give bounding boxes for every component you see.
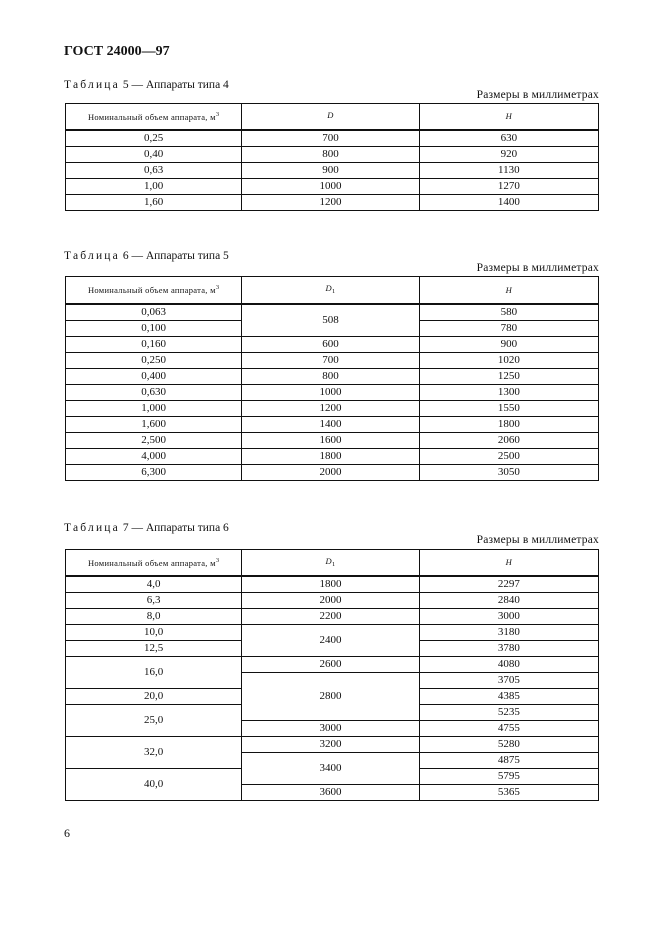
header-h: H <box>419 104 598 130</box>
cell-d: 1600 <box>242 432 419 448</box>
cell-volume: 8,0 <box>66 608 242 624</box>
cell-d: 800 <box>242 146 419 162</box>
table-7-units: Размеры в миллиметрах <box>476 534 599 546</box>
header-d1: $D_1$ <box>242 550 419 576</box>
table-6-caption <box>64 250 229 262</box>
cell-h: 3780 <box>419 640 598 656</box>
cell-d: 2000 <box>242 592 419 608</box>
table-row <box>66 178 599 194</box>
table-5-header-row <box>66 104 599 130</box>
cell-volume: 6,3 <box>66 592 242 608</box>
table-row <box>66 368 599 384</box>
cell-h: 1550 <box>419 400 598 416</box>
cell-d: 900 <box>242 162 419 178</box>
cell-h: 4080 <box>419 656 598 672</box>
cell-volume: 0,25 <box>66 130 242 147</box>
cell-volume: 1,000 <box>66 400 242 416</box>
table-5-caption-prefix: Таблица <box>64 79 120 91</box>
cell-volume: 0,160 <box>66 336 242 352</box>
cell-volume: 12,5 <box>66 640 242 656</box>
header-volume: Номинальный объем аппарата, $м^3$ <box>66 104 242 130</box>
cell-volume: 0,063 <box>66 304 242 321</box>
table-5-caption-text: 5 — Аппараты типа 4 <box>122 79 229 91</box>
table-7-caption-prefix: Таблица <box>64 522 120 534</box>
cell-h: 1270 <box>419 178 598 194</box>
cell-h: 1250 <box>419 368 598 384</box>
cell-d: 700 <box>242 352 419 368</box>
header-h: H <box>419 277 598 304</box>
cell-h: 5280 <box>419 736 598 752</box>
cell-d: 800 <box>242 368 419 384</box>
table-row <box>66 464 599 480</box>
cell-volume: 1,00 <box>66 178 242 194</box>
table-row <box>66 416 599 432</box>
cell-volume: 20,0 <box>66 688 242 704</box>
cell-d: 2000 <box>242 464 419 480</box>
table-row <box>66 384 599 400</box>
table-row <box>66 656 599 672</box>
table-7 <box>65 549 599 801</box>
cell-h: 3180 <box>419 624 598 640</box>
cell-d: 508 <box>242 304 419 337</box>
table-6-caption-prefix: Таблица <box>64 250 120 262</box>
cell-h: 580 <box>419 304 598 321</box>
cell-h: 4755 <box>419 720 598 736</box>
cell-volume: 40,0 <box>66 768 242 800</box>
cell-h: 920 <box>419 146 598 162</box>
cell-h: 1800 <box>419 416 598 432</box>
cell-h: 5365 <box>419 784 598 800</box>
cell-volume: 10,0 <box>66 624 242 640</box>
cell-d: 1800 <box>242 448 419 464</box>
cell-d: 3400 <box>242 752 419 784</box>
table-6 <box>65 276 599 481</box>
cell-d: 3200 <box>242 736 419 752</box>
cell-volume: 16,0 <box>66 656 242 688</box>
cell-h: 5235 <box>419 704 598 720</box>
table-row <box>66 162 599 178</box>
cell-h: 2840 <box>419 592 598 608</box>
header-d: D <box>242 104 419 130</box>
cell-volume: 25,0 <box>66 704 242 736</box>
cell-d: 1400 <box>242 416 419 432</box>
cell-d: 700 <box>242 130 419 147</box>
cell-volume: 0,63 <box>66 162 242 178</box>
header-h: H <box>419 550 598 576</box>
table-5-units: Размеры в миллиметрах <box>476 89 599 101</box>
document-title: ГОСТ 24000—97 <box>64 44 170 59</box>
cell-h: 1020 <box>419 352 598 368</box>
cell-h: 2500 <box>419 448 598 464</box>
table-6-caption-text: 6 — Аппараты типа 5 <box>122 250 229 262</box>
table-6-units: Размеры в миллиметрах <box>476 262 599 274</box>
table-5 <box>65 103 599 211</box>
cell-volume: 0,250 <box>66 352 242 368</box>
table-row <box>66 592 599 608</box>
cell-volume: 1,60 <box>66 194 242 210</box>
table-5-caption <box>64 79 229 91</box>
cell-d: 3600 <box>242 784 419 800</box>
table-row <box>66 304 599 321</box>
table-row <box>66 146 599 162</box>
table-row <box>66 130 599 147</box>
cell-volume: 32,0 <box>66 736 242 768</box>
cell-d: 1200 <box>242 194 419 210</box>
table-row <box>66 736 599 752</box>
cell-volume: 0,100 <box>66 320 242 336</box>
cell-d: 2600 <box>242 656 419 672</box>
cell-h: 3050 <box>419 464 598 480</box>
cell-d: 3000 <box>242 720 419 736</box>
table-row <box>66 624 599 640</box>
table-row <box>66 336 599 352</box>
cell-h: 900 <box>419 336 598 352</box>
cell-d: 2400 <box>242 624 419 656</box>
cell-volume: 4,0 <box>66 576 242 593</box>
cell-h: 1300 <box>419 384 598 400</box>
cell-d: 2200 <box>242 608 419 624</box>
table-row <box>66 400 599 416</box>
cell-volume: 1,600 <box>66 416 242 432</box>
cell-h: 1400 <box>419 194 598 210</box>
cell-volume: 6,300 <box>66 464 242 480</box>
cell-d: 1800 <box>242 576 419 593</box>
table-row <box>66 608 599 624</box>
cell-h: 3000 <box>419 608 598 624</box>
cell-volume: 0,400 <box>66 368 242 384</box>
page-number: 6 <box>64 826 70 840</box>
table-7-header-row <box>66 550 599 576</box>
header-d1: $D_1$ <box>242 277 419 304</box>
cell-h: 630 <box>419 130 598 147</box>
header-volume: Номинальный объем аппарата, $м^3$ <box>66 550 242 576</box>
cell-h: 5795 <box>419 768 598 784</box>
table-7-caption-text: 7 — Аппараты типа 6 <box>122 522 229 534</box>
table-6-header-row <box>66 277 599 304</box>
cell-h: 2297 <box>419 576 598 593</box>
cell-h: 780 <box>419 320 598 336</box>
cell-h: 3705 <box>419 672 598 688</box>
cell-d: 1200 <box>242 400 419 416</box>
cell-h: 4875 <box>419 752 598 768</box>
cell-d: 1000 <box>242 178 419 194</box>
table-row <box>66 432 599 448</box>
cell-h: 2060 <box>419 432 598 448</box>
table-row <box>66 352 599 368</box>
table-row <box>66 194 599 210</box>
table-row <box>66 576 599 593</box>
cell-h: 1130 <box>419 162 598 178</box>
cell-volume: 4,000 <box>66 448 242 464</box>
cell-volume: 2,500 <box>66 432 242 448</box>
table-row <box>66 448 599 464</box>
cell-h: 4385 <box>419 688 598 704</box>
cell-d: 600 <box>242 336 419 352</box>
cell-d: 2800 <box>242 672 419 720</box>
table-7-caption <box>64 522 229 534</box>
cell-volume: 0,40 <box>66 146 242 162</box>
cell-volume: 0,630 <box>66 384 242 400</box>
cell-d: 1000 <box>242 384 419 400</box>
header-volume: Номинальный объем аппарата, $м^3$ <box>66 277 242 304</box>
